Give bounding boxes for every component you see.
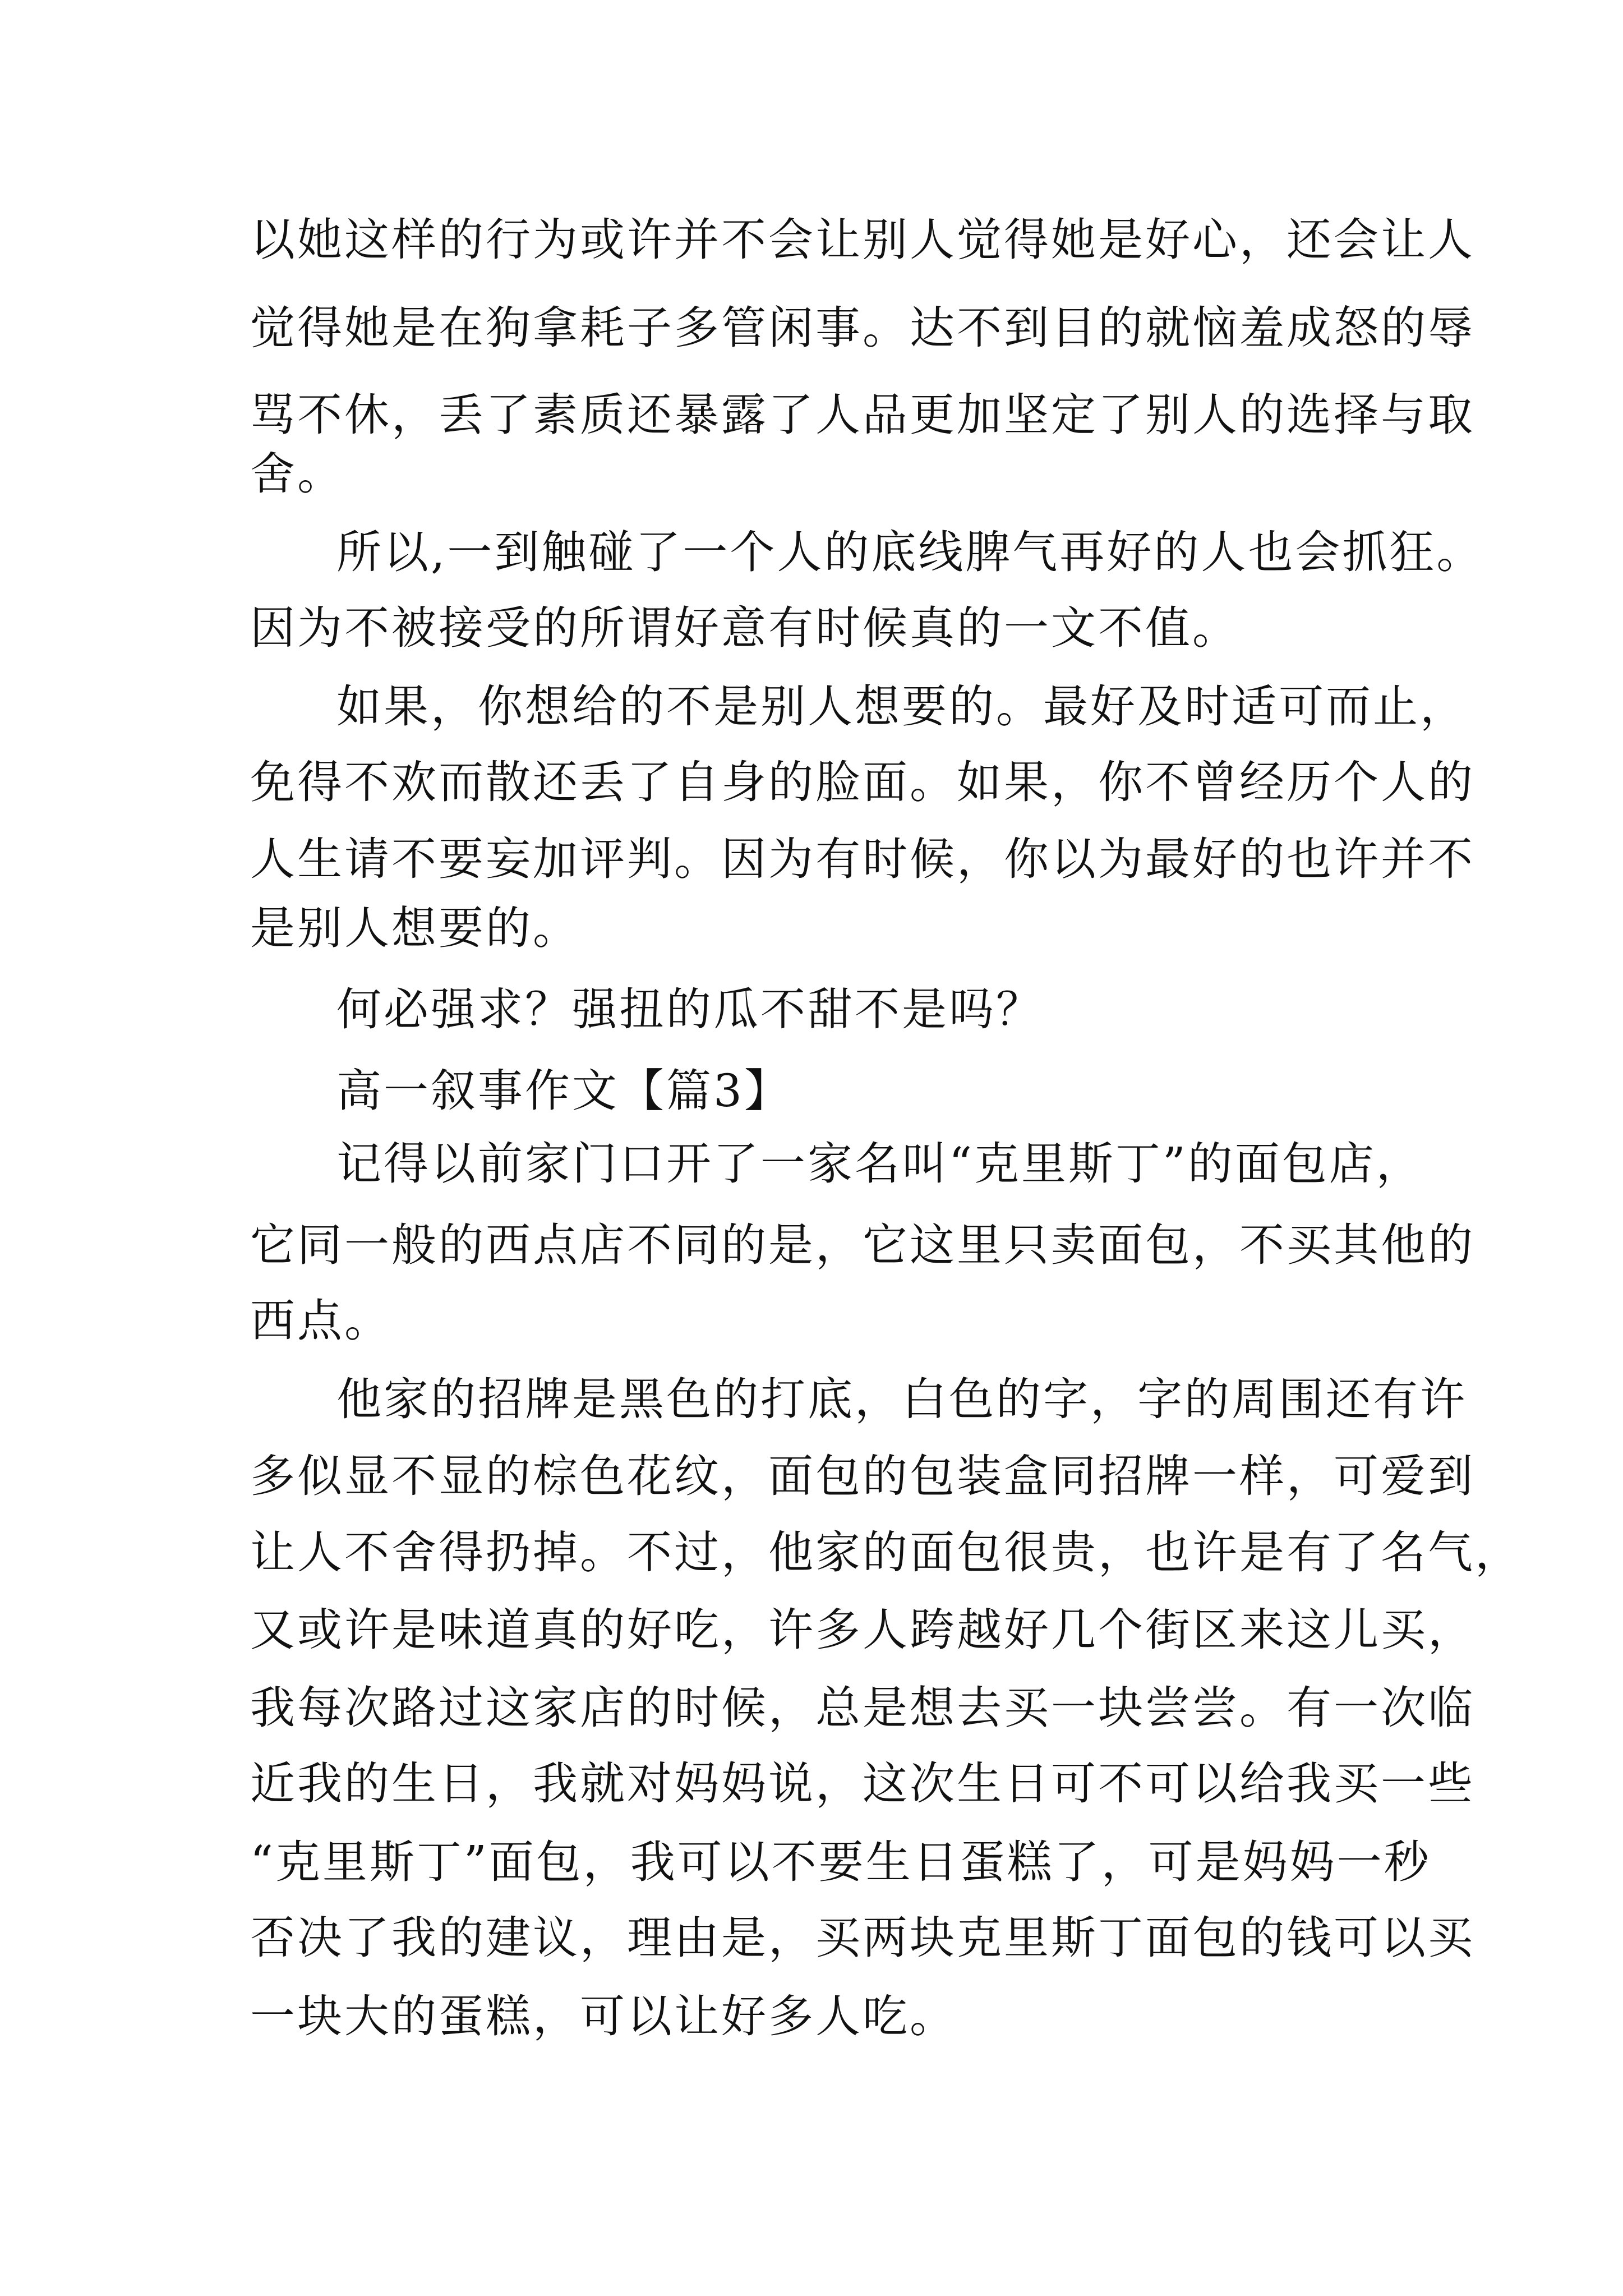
text-line: 人生请不要妄加评判。因为有时候，你以为最好的也许并不 bbox=[250, 833, 1475, 885]
text-line: 免得不欢而散还丢了自身的脸面。如果，你不曾经历个人的 bbox=[250, 756, 1475, 808]
text-line: 是别人想要的。 bbox=[250, 902, 580, 954]
text-line: 舍。 bbox=[250, 448, 344, 500]
text-line: 让人不舍得扔掉。不过，他家的面包很贵，也许是有了名气， bbox=[250, 1526, 1522, 1579]
text-line: 他家的招牌是黑色的打底，白色的字，字的周围还有许 bbox=[336, 1373, 1467, 1425]
text-line: 何必强求？强扭的瓜不甜不是吗？ bbox=[336, 983, 1043, 1036]
text-line: 以她这样的行为或许并不会让别人觉得她是好心，还会让人 bbox=[250, 214, 1475, 266]
text-line: 觉得她是在狗拿耗子多管闲事。达不到目的就恼羞成怒的辱 bbox=[250, 302, 1475, 354]
text-line: 骂不休，丢了素质还暴露了人品更加坚定了别人的选择与取 bbox=[250, 389, 1475, 441]
text-line: 近我的生日，我就对妈妈说，这次生日可不可以给我买一些 bbox=[250, 1757, 1475, 1810]
text-line: 记得以前家门口开了一家名叫“克里斯丁”的面包店， bbox=[336, 1138, 1423, 1190]
text-line: 又或许是味道真的好吃，许多人跨越好几个街区来这儿买， bbox=[250, 1604, 1475, 1656]
text-line: 如果，你想给的不是别人想要的。最好及时适可而止， bbox=[336, 680, 1467, 733]
text-line: 所以,一到触碰了一个人的底线脾气再好的人也会抓狂。 bbox=[336, 526, 1484, 578]
text-line: 它同一般的西点店不同的是，它这里只卖面包，不买其他的 bbox=[250, 1219, 1475, 1271]
text-line: 否决了我的建议，理由是，买两块克里斯丁面包的钱可以买 bbox=[250, 1912, 1475, 1964]
text-line: 西点。 bbox=[250, 1295, 391, 1347]
section-heading: 高一叙事作文【篇3】 bbox=[336, 1065, 791, 1117]
text-line: 一块大的蛋糕，可以让好多人吃。 bbox=[250, 1990, 957, 2042]
text-line: “克里斯丁”面包，我可以不要生日蛋糕了，可是妈妈一秒 bbox=[250, 1836, 1431, 1888]
text-line: 因为不被接受的所谓好意有时候真的一文不值。 bbox=[250, 602, 1239, 654]
text-line: 我每次路过这家店的时候，总是想去买一块尝尝。有一次临 bbox=[250, 1682, 1475, 1734]
text-line: 多似显不显的棕色花纹，面包的包装盒同招牌一样，可爱到 bbox=[250, 1450, 1475, 1502]
